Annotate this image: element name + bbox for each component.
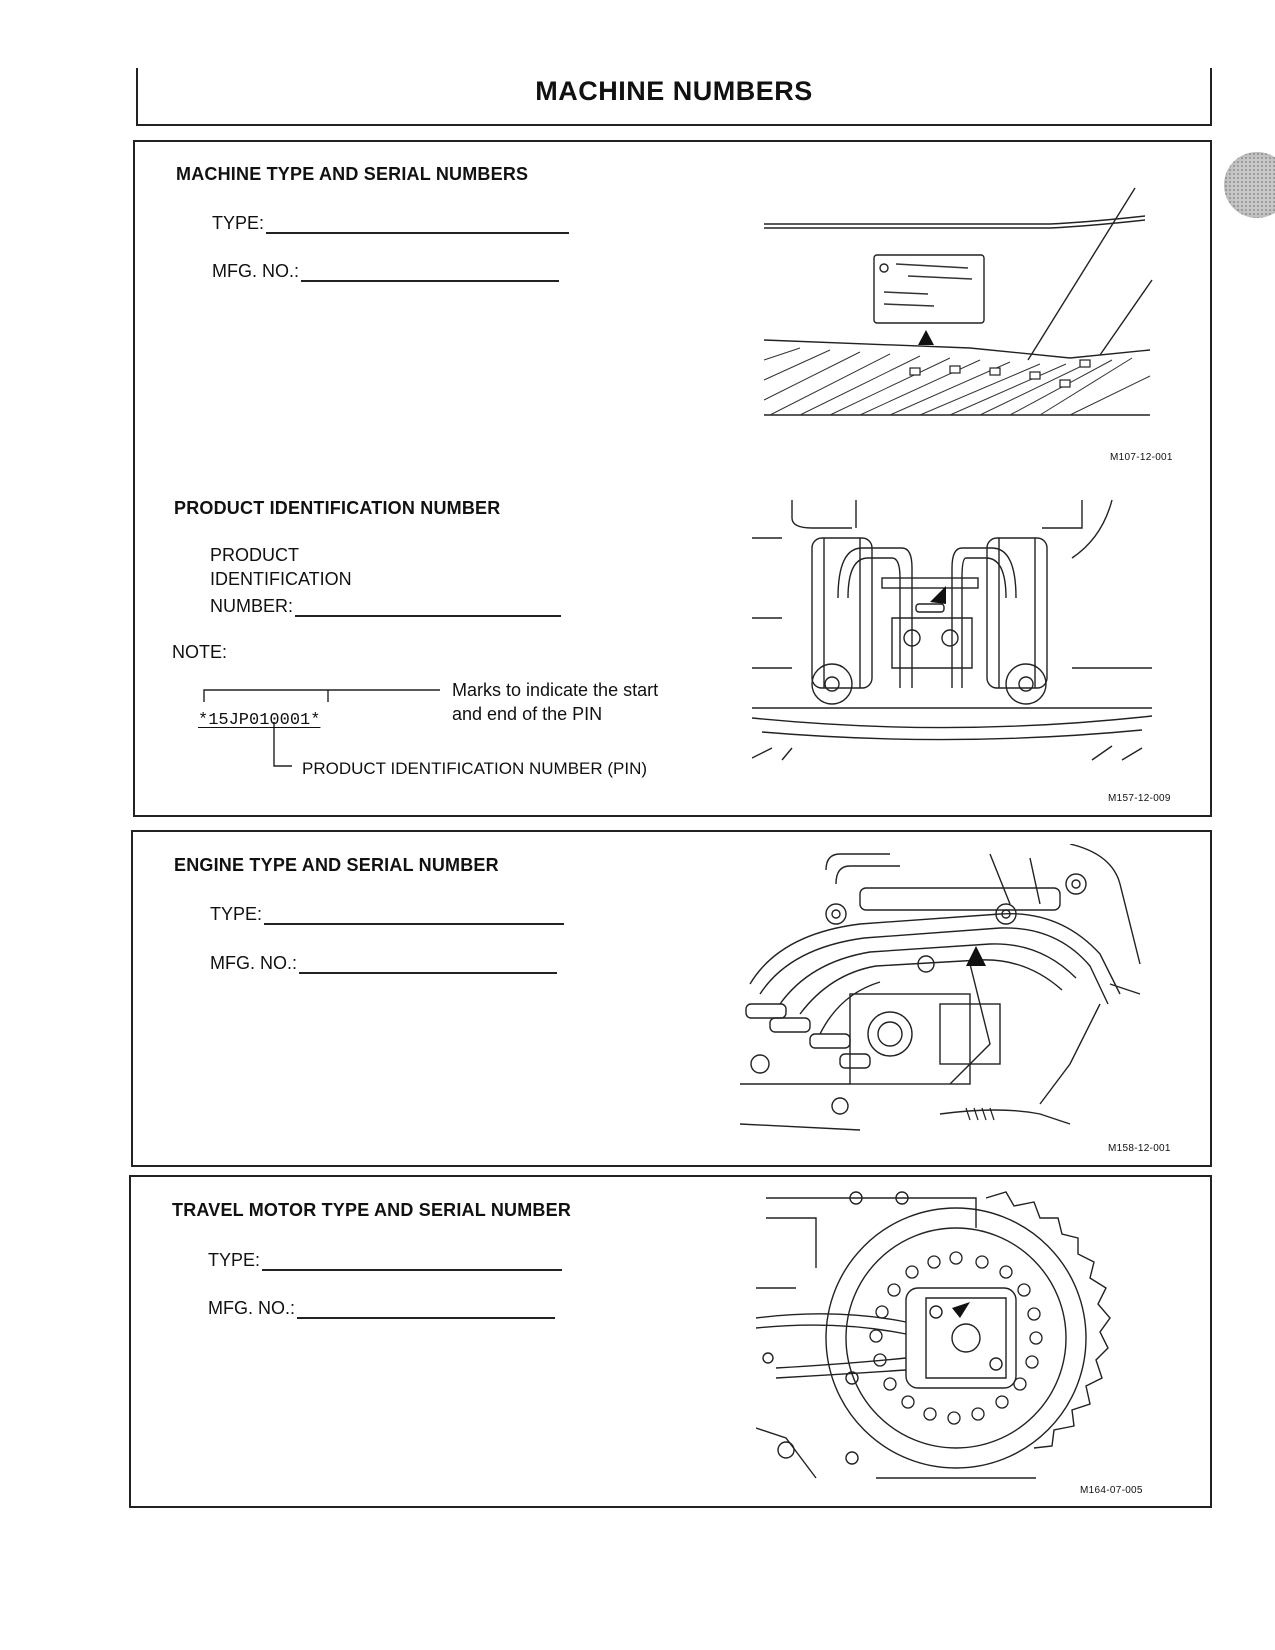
engine-mfg-blank[interactable] (299, 954, 557, 974)
engine-type-label: TYPE: (210, 904, 263, 924)
pin-caption: PRODUCT IDENTIFICATION NUMBER (PIN) (302, 759, 648, 778)
machine-nameplate-figure (760, 180, 1160, 420)
pin-label-line3: NUMBER: (210, 596, 294, 616)
machine-type-label: TYPE: (212, 213, 265, 233)
travel-motor-figure-code: M164-07-005 (1080, 1485, 1143, 1496)
pin-location-figure (752, 498, 1152, 780)
travel-motor-type-label: TYPE: (208, 1250, 261, 1270)
pin-number-field (210, 596, 561, 617)
pin-section-title: PRODUCT IDENTIFICATION NUMBER (174, 498, 501, 518)
engine-type-field (210, 904, 564, 925)
machine-figure-code: M107-12-001 (1110, 452, 1173, 463)
section-tab-marker-icon (1224, 152, 1275, 218)
travel-motor-type-field (208, 1250, 562, 1271)
machine-type-field (212, 213, 569, 234)
travel-motor-section-title: TRAVEL MOTOR TYPE AND SERIAL NUMBER (172, 1200, 572, 1220)
engine-figure (740, 844, 1158, 1136)
machine-mfg-field (212, 261, 559, 282)
header-bottom-rule (136, 124, 1212, 126)
travel-motor-mfg-label: MFG. NO.: (208, 1298, 295, 1318)
travel-motor-mfg-field (208, 1298, 555, 1319)
marks-explanation-line2: and end of the PIN (452, 704, 603, 724)
travel-motor-mfg-blank[interactable] (297, 1299, 555, 1319)
pin-label-line1: PRODUCT (210, 545, 299, 565)
engine-section-title: ENGINE TYPE AND SERIAL NUMBER (174, 855, 499, 875)
machine-section-title: MACHINE TYPE AND SERIAL NUMBERS (176, 164, 529, 184)
pin-number-blank[interactable] (295, 597, 561, 617)
triangle-arrow-icon (966, 946, 986, 966)
machine-mfg-label: MFG. NO.: (212, 261, 299, 281)
engine-figure-code: M158-12-001 (1108, 1143, 1171, 1154)
travel-motor-type-blank[interactable] (262, 1251, 562, 1271)
travel-motor-figure (756, 1188, 1152, 1482)
note-label: NOTE: (172, 642, 228, 662)
engine-mfg-field (210, 953, 557, 974)
triangle-arrow-icon (918, 330, 934, 345)
machine-type-blank[interactable] (266, 214, 569, 234)
engine-mfg-label: MFG. NO.: (210, 953, 297, 973)
pin-label-line2: IDENTIFICATION (210, 569, 352, 589)
machine-mfg-blank[interactable] (301, 262, 559, 282)
pin-figure-code: M157-12-009 (1108, 793, 1171, 804)
triangle-arrow-icon (930, 586, 946, 604)
triangle-arrow-icon (952, 1302, 970, 1318)
page-title: MACHINE NUMBERS (535, 76, 813, 106)
example-pin: *15JP010001* (198, 711, 321, 730)
marks-explanation-line1: Marks to indicate the start (452, 680, 659, 700)
engine-type-blank[interactable] (264, 905, 564, 925)
